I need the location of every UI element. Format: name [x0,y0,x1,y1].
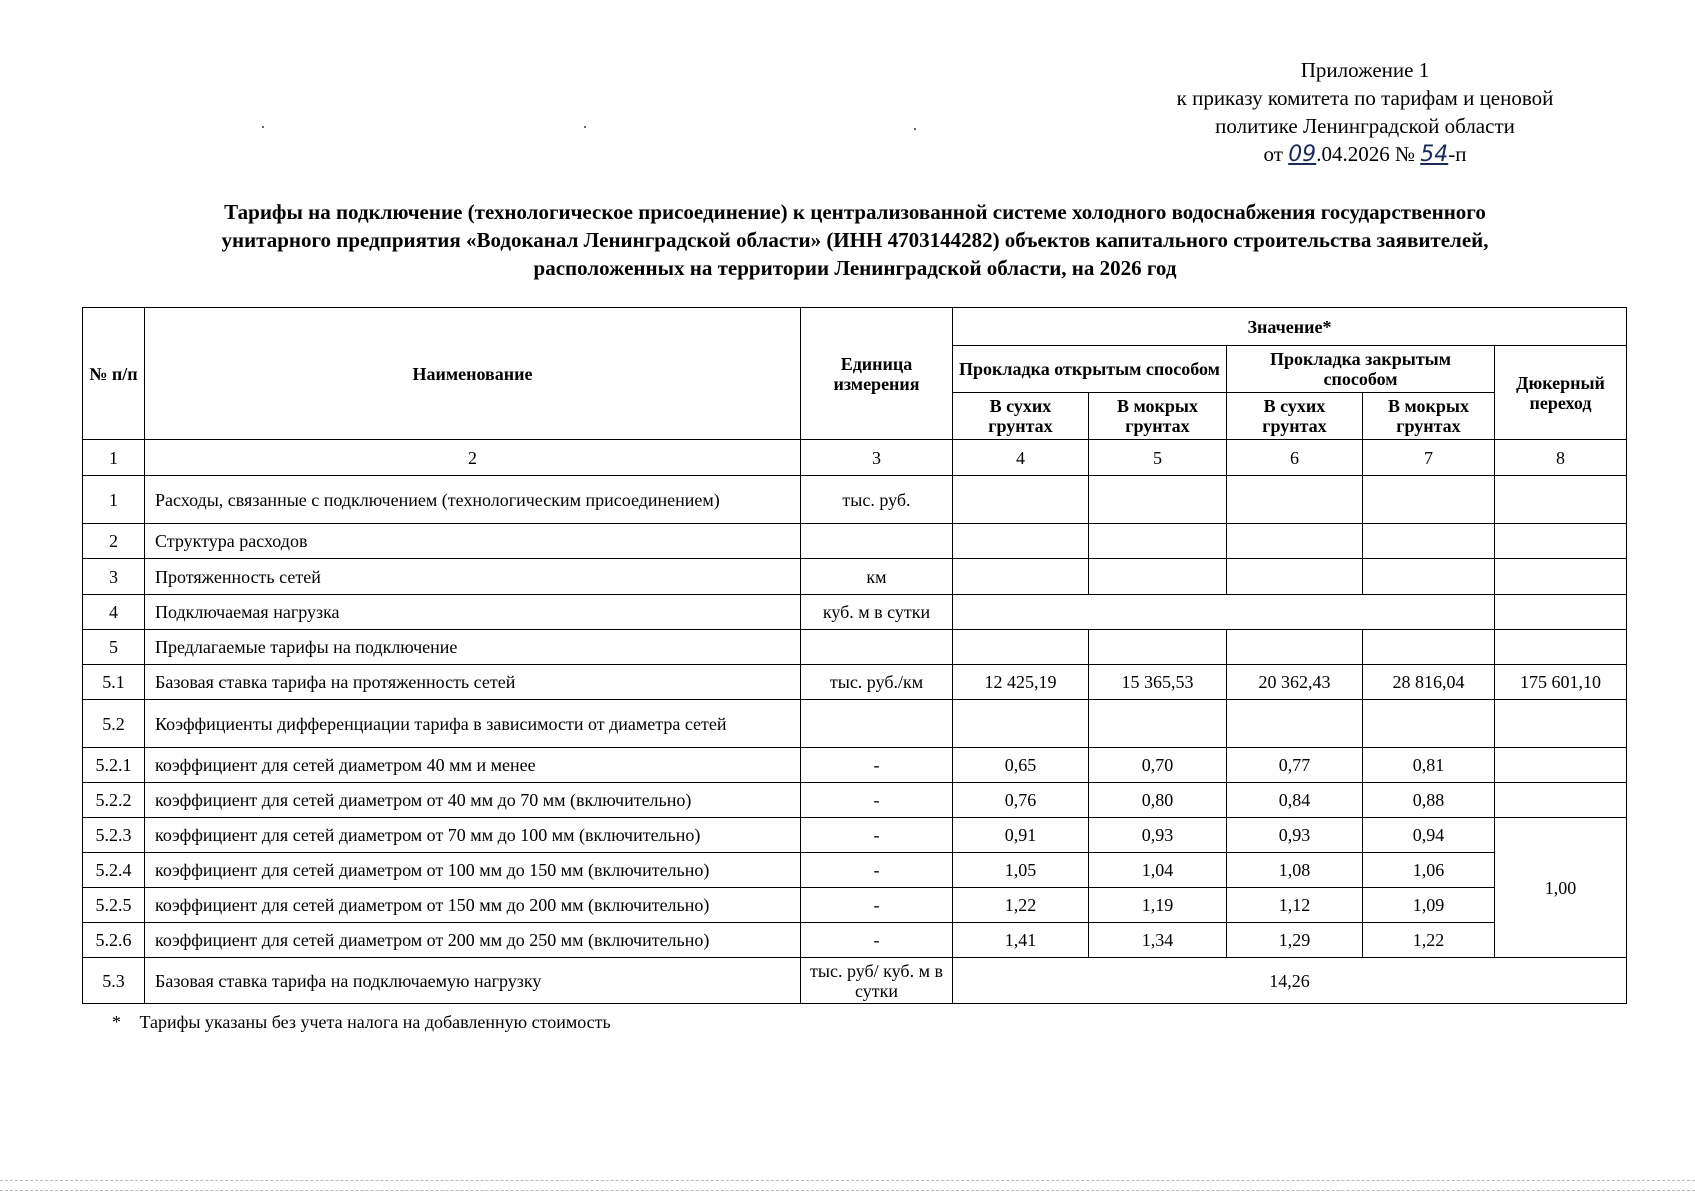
row-num: 5.2.1 [83,748,145,783]
value-cell: 28 816,04 [1363,665,1495,700]
value-cell: 1,22 [953,888,1089,923]
table-row [83,524,1627,559]
value-cell [1089,559,1227,595]
row-unit [801,700,953,748]
row-num: 5.2.4 [83,853,145,888]
appendix-line-1: Приложение 1 [1300,58,1430,82]
value-cell: 1,04 [1089,853,1227,888]
value-cell: 0,84 [1227,783,1363,818]
row-name: коэффициент для сетей диаметром от 150 мм до 200 мм (включительно) [145,888,801,923]
value-cell: 1,05 [953,853,1089,888]
row-name: коэффициент для сетей диаметром от 70 мм до 100 мм (включительно) [145,818,801,853]
col-number: 8 [1495,440,1627,476]
appendix-line-2: к приказу комитета по тарифам и ценовой [1176,86,1554,110]
value-cell: 20 362,43 [1227,665,1363,700]
value-cell: 0,94 [1363,818,1495,853]
value-cell [1227,476,1363,524]
header-closed-dry: В сухих грунтах [1227,393,1363,440]
value-cell: 1,19 [1089,888,1227,923]
document-title [90,198,1620,282]
row-name: Базовая ставка тарифа на подключаемую нагрузку [145,958,801,1004]
table-row [83,888,1627,923]
row-unit: - [801,748,953,783]
value-cell [1495,595,1627,630]
scan-artifact-line [0,1180,1695,1181]
row-num: 5.2.6 [83,923,145,958]
appendix-date-line [1130,140,1600,169]
row-name: Структура расходов [145,524,801,559]
value-cell [953,524,1089,559]
table-row [83,853,1627,888]
value-cell [1227,630,1363,665]
value-cell: 15 365,53 [1089,665,1227,700]
scan-speck [584,126,586,128]
title-line-3: расположенных на территории Ленинградской области, на 2026 год [533,256,1177,280]
row-unit: - [801,818,953,853]
value-cell [1363,559,1495,595]
row-unit: км [801,559,953,595]
value-cell [1495,783,1627,818]
value-cell: 1,08 [1227,853,1363,888]
col-number: 7 [1363,440,1495,476]
row-num: 3 [83,559,145,595]
row-unit: - [801,923,953,958]
value-cell: 0,70 [1089,748,1227,783]
value-cell [953,559,1089,595]
col-number: 1 [83,440,145,476]
table-row [83,559,1627,595]
value-cell [1495,748,1627,783]
row-name: коэффициент для сетей диаметром 40 мм и менее [145,748,801,783]
header-closed-wet: В мокрых грунтах [1363,393,1495,440]
row-num: 5.3 [83,958,145,1004]
value-cell [1089,630,1227,665]
header-closed-method: Прокладка закрытым способом [1227,346,1495,393]
table-row [83,783,1627,818]
value-cell: 1,29 [1227,923,1363,958]
date-prefix: от [1263,142,1283,166]
value-cell: 0,77 [1227,748,1363,783]
value-cell [953,476,1089,524]
appendix-line-3: политике Ленинградской области [1215,114,1515,138]
value-cell: 0,91 [953,818,1089,853]
value-cell: 175 601,10 [1495,665,1627,700]
table-row [83,630,1627,665]
col-number: 3 [801,440,953,476]
value-cell: 0,81 [1363,748,1495,783]
table-row [83,595,1627,630]
value-cell [1227,559,1363,595]
value-cell: 1,06 [1363,853,1495,888]
date-rest: .04.2026 № [1316,142,1415,166]
row-name: Протяженность сетей [145,559,801,595]
value-cell [1363,476,1495,524]
footnote [112,1012,611,1033]
value-cell [1495,700,1627,748]
value-cell [1227,700,1363,748]
merged-value-cell: 14,26 [953,958,1627,1004]
value-cell: 0,93 [1227,818,1363,853]
scan-speck [262,126,264,128]
table-row [83,476,1627,524]
row-unit: - [801,783,953,818]
handwritten-number: 54 [1420,142,1449,167]
scan-artifact-line [0,1190,1695,1191]
value-cell [1089,700,1227,748]
merged-value-cell [953,595,1495,630]
value-cell: 1,12 [1227,888,1363,923]
row-name: коэффициент для сетей диаметром от 100 мм до 150 мм (включительно) [145,853,801,888]
value-cell: 1,41 [953,923,1089,958]
value-cell: 1,34 [1089,923,1227,958]
row-name: Предлагаемые тарифы на подключение [145,630,801,665]
scan-speck [914,128,916,130]
row-unit: тыс. руб./км [801,665,953,700]
handwritten-day: 09 [1288,142,1317,167]
number-suffix: -п [1448,142,1467,166]
header-num: № п/п [83,308,145,440]
table-row [83,700,1627,748]
value-cell [1495,559,1627,595]
title-line-2: унитарного предприятия «Водоканал Ленинградской области» (ИНН 4703144282) объектов капитального строительства заявителей, [221,228,1489,252]
table-row [83,958,1627,1004]
value-cell: 0,65 [953,748,1089,783]
row-num: 5.1 [83,665,145,700]
row-num: 5.2 [83,700,145,748]
value-cell: 1,09 [1363,888,1495,923]
row-unit: - [801,888,953,923]
row-num: 2 [83,524,145,559]
value-cell [1495,524,1627,559]
row-name: Базовая ставка тарифа на протяженность сетей [145,665,801,700]
table-body [83,476,1627,1004]
header-open-wet: В мокрых грунтах [1089,393,1227,440]
row-unit: куб. м в сутки [801,595,953,630]
title-line-1: Тарифы на подключение (технологическое присоединение) к централизованной системе холодного водоснабжения государственного [224,200,1486,224]
row-num: 5.2.3 [83,818,145,853]
table-row [83,818,1627,853]
col-number: 5 [1089,440,1227,476]
value-cell: 0,93 [1089,818,1227,853]
row-unit: тыс. руб. [801,476,953,524]
value-cell [1495,476,1627,524]
header-open-dry: В сухих грунтах [953,393,1089,440]
column-number-row [83,440,1627,476]
value-cell: 0,88 [1363,783,1495,818]
value-cell [1227,524,1363,559]
header-name: Наименование [145,308,801,440]
table-row [83,665,1627,700]
header-value: Значение* [953,308,1627,346]
value-cell [953,700,1089,748]
row-unit [801,630,953,665]
value-cell [953,630,1089,665]
col-number: 6 [1227,440,1363,476]
tariff-table [82,307,1627,1004]
row-name: Подключаемая нагрузка [145,595,801,630]
value-cell: 0,80 [1089,783,1227,818]
footnote-star: * [112,1012,121,1032]
row-num: 5.2.5 [83,888,145,923]
value-cell [1363,700,1495,748]
row-num: 5 [83,630,145,665]
row-name: коэффициент для сетей диаметром от 40 мм до 70 мм (включительно) [145,783,801,818]
row-name: Коэффициенты дифференциации тарифа в зависимости от диаметра сетей [145,700,801,748]
appendix-header [1130,56,1600,169]
header-open-method: Прокладка открытым способом [953,346,1227,393]
header-duker: Дюкерный переход [1495,346,1627,440]
row-name: Расходы, связанные с подключением (технологическим присоединением) [145,476,801,524]
header-unit: Единица измерения [801,308,953,440]
value-cell [1089,524,1227,559]
row-num: 5.2.2 [83,783,145,818]
value-cell: 0,76 [953,783,1089,818]
row-unit: тыс. руб/ куб. м в сутки [801,958,953,1004]
table-row [83,923,1627,958]
value-cell [1363,630,1495,665]
row-num: 4 [83,595,145,630]
row-num: 1 [83,476,145,524]
duker-merged-value: 1,00 [1495,818,1627,958]
value-cell [1089,476,1227,524]
value-cell [1495,630,1627,665]
table-row [83,748,1627,783]
value-cell [1363,524,1495,559]
col-number: 4 [953,440,1089,476]
col-number: 2 [145,440,801,476]
value-cell: 12 425,19 [953,665,1089,700]
footnote-text: Тарифы указаны без учета налога на добавленную стоимость [139,1012,611,1032]
row-name: коэффициент для сетей диаметром от 200 мм до 250 мм (включительно) [145,923,801,958]
row-unit: - [801,853,953,888]
table-header [83,308,1627,476]
value-cell: 1,22 [1363,923,1495,958]
row-unit [801,524,953,559]
